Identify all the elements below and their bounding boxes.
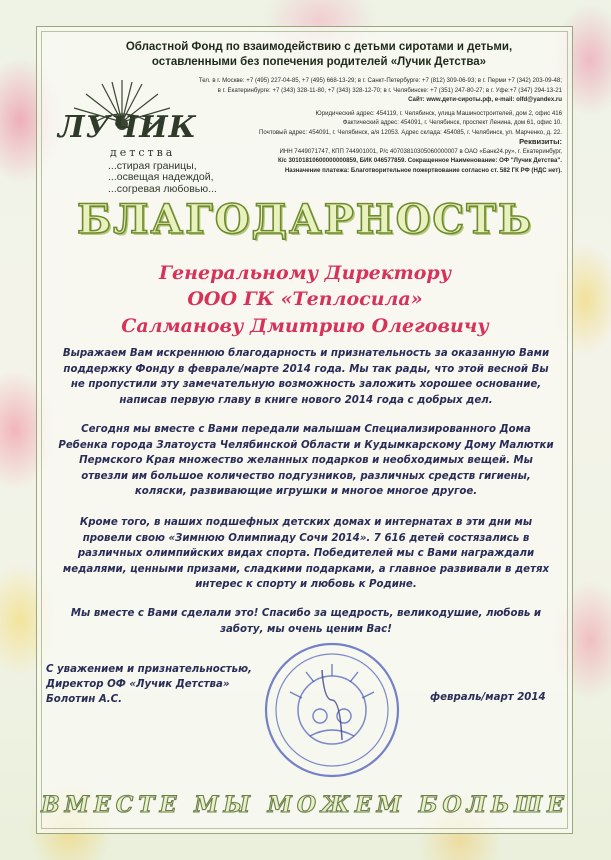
signature-line-1: С уважением и признательностью, xyxy=(46,664,252,675)
requisites-title: Реквизиты: xyxy=(519,137,562,146)
paragraph-2: Сегодня мы вместе с Вами передали малышам Специализированного Дома Ребенка города Златоуста Челябинской Области и Кудымкарскому Дому Малютки Пермского Края множество желанных подарков и необходимых вещей. Мы отвезли им большое количество подгузников, различных средств гигиены, коляски, развивающие игрушки и многое многое другое. xyxy=(58,424,554,497)
addressee-line-3: Салманову Дмитрию Олеговичу xyxy=(121,315,489,337)
logo-subtitle: детства xyxy=(110,146,176,159)
addressee-line-1: Генеральному Директору xyxy=(158,262,452,284)
paragraph-1: Выражаем Вам искреннюю благодарность и признательность за оказанную Вами поддержку Фонду в феврале/марте 2014 года. Мы так рады, что этой весной Вы не пропустили эту замечательную возможность заложить хорошее основание, написав первую главу в книге нового 2014 года с добрых дел. xyxy=(62,348,550,406)
motto: ВМЕСТЕ МЫ МОЖЕМ БОЛЬШЕ xyxy=(41,792,569,818)
legal-address: Юридический адрес: 454119, г. Челябинск, улица Машиностроителей, дом 2, офис 416 xyxy=(315,109,562,117)
foundation-header xyxy=(84,40,554,70)
requisites-line-1: ИНН 7449071747, КПП 744901001, Р/с 40703810305060000007 в ОАО «Банк24.ру», г. Екатеринбург, xyxy=(279,147,562,155)
contact-block xyxy=(198,76,562,175)
logo-wordmark: ЛУЧИК xyxy=(58,110,197,145)
signature-block xyxy=(46,662,286,707)
document-title: БЛАГОДАРНОСТЬ xyxy=(76,196,534,243)
official-stamp xyxy=(262,640,402,780)
header-line-2: оставленными без попечения родителей «Лучик Детства» xyxy=(151,56,487,68)
paragraph-4: Мы вместе с Вами сделали это! Спасибо за щедрость, великодушие, любовь и заботу, мы очень ценим Вас! xyxy=(70,608,542,635)
site-email: Сайт: www.дети-сироты.рф, e-mail: olfd@yandex.ru xyxy=(408,96,562,103)
phones-line-2: в г. Екатеринбурге: +7 (343) 328-11-80, +7 (343) 328-12-70; в г. Челябинске: +7 (351) 247-80-27; в г. Уфе:+7 (347) 294-13-21 xyxy=(217,86,562,94)
paragraph-3: Кроме того, в наших подшефных детских домах и интернатах в эти дни мы провели свою «Зимнюю Олимпиаду Сочи 2014». 7 616 детей состязались в различных олимпийских видах спорта. Победителей мы с Вами награждали медалями, ценными призами, сладкими подарками, а главное развивали в детях интерес к спорту и любовь к Родине. xyxy=(62,517,550,590)
logo-tagline-2: ...освещая надеждой, xyxy=(108,171,214,183)
header-line-1: Областной Фонд по взаимодействию с детьми сиротами и детьми, xyxy=(125,41,513,53)
phones-line-1: Тел. в г. Москве: +7 (495) 227-04-85, +7 (495) 668-13-29; в г. Санкт-Петербурге: +7 (812) 309-06-93; в г. Перми +7 (342) 203-09-48; xyxy=(198,77,562,84)
signature-line-3: Болотин А.С. xyxy=(46,694,122,705)
logo-tagline-1: ...стирая границы, xyxy=(108,160,197,172)
addressee-line-2: ООО ГК «Теплосила» xyxy=(187,288,423,310)
document-date: февраль/март 2014 xyxy=(430,692,546,703)
postal-address: Почтовый адрес: 454091, г. Челябинск, а/я 12053. Адрес склада: 454085, г. Челябинск, ул. Марченко, д. 22. xyxy=(259,128,562,136)
requisites-line-3: Назначение платежа: Благотворительное пожертвование согласно ст. 582 ГК РФ (НДС нет). xyxy=(284,166,562,174)
signature-line-2: Директор ОФ «Лучик Детства» xyxy=(46,679,230,690)
logo-tagline-3: ...согревая любовью... xyxy=(108,183,217,195)
foundation-logo xyxy=(52,74,197,174)
requisites-line-2: К/с 30101810600000000859, БИК 046577859. Сокращенное Наименование: ОФ "Лучик Детства". xyxy=(278,157,562,164)
actual-address: Фактический адрес: 454091, г. Челябинск, проспект Ленина, дом 61, офис 10. xyxy=(342,119,562,126)
